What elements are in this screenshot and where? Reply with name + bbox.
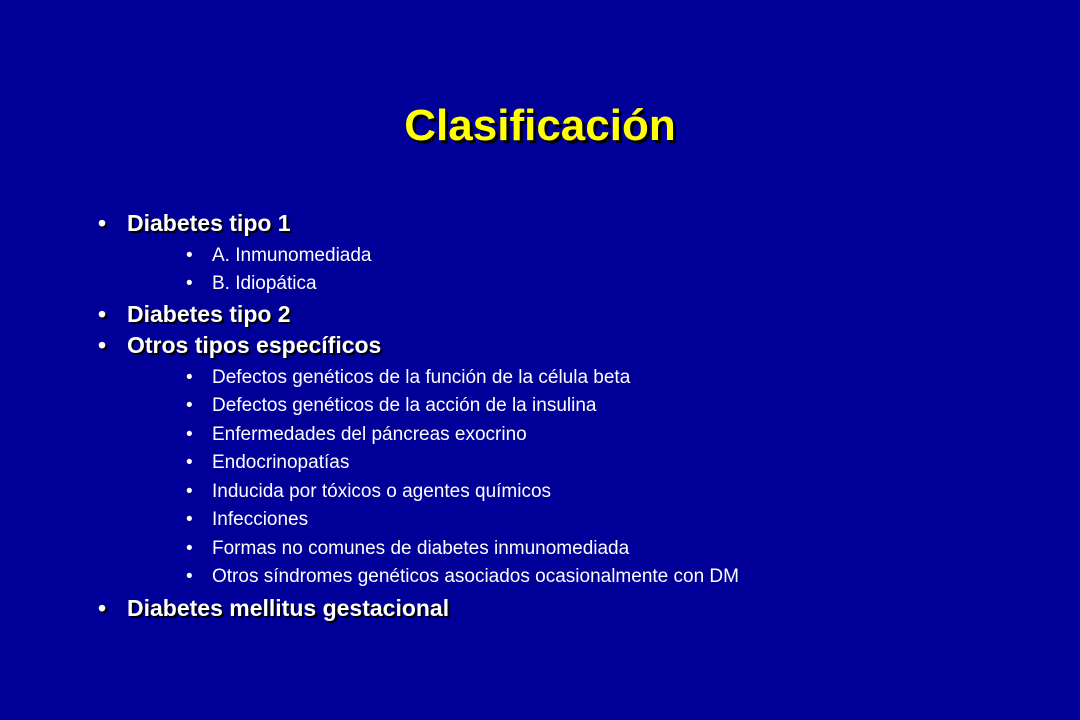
list-item-text: Diabetes mellitus gestacional (127, 595, 450, 621)
list-item-text: Otros tipos específicos (127, 332, 382, 358)
bullet-icon: • (98, 332, 107, 358)
slide-title: Clasificación (404, 101, 676, 150)
list-item-diabetes-tipo-1 (98, 209, 291, 237)
list-item-text: Otros síndromes genéticos asociados ocasionalmente con DM (212, 566, 739, 587)
list-item-text: A. Inmunomediada (212, 245, 372, 266)
list-item-otros-sindromes (186, 565, 739, 589)
bullet-icon: • (186, 395, 193, 416)
list-item-text: Defectos genéticos de la función de la célula beta (212, 367, 631, 388)
list-item-defectos-insulina (186, 394, 596, 418)
list-item-gestacional (98, 594, 449, 622)
bullet-icon: • (186, 273, 193, 294)
list-item-pancreas (186, 423, 527, 447)
list-item-otros-tipos (98, 331, 381, 359)
list-item-text: Infecciones (212, 509, 309, 530)
bullet-icon: • (98, 210, 107, 236)
list-item-text: B. Idiopática (212, 273, 317, 294)
list-item-text: Enfermedades del páncreas exocrino (212, 424, 527, 445)
bullet-icon: • (186, 481, 193, 502)
bullet-icon: • (186, 424, 193, 445)
list-item-defectos-celula-beta (186, 366, 630, 390)
list-item-idiopatica (186, 272, 317, 296)
bullet-icon: • (98, 301, 107, 327)
bullet-icon: • (98, 595, 107, 621)
list-item-toxicos (186, 480, 551, 504)
list-item-text: Diabetes tipo 1 (127, 210, 291, 236)
list-item-diabetes-tipo-2 (98, 300, 291, 328)
list-item-text: Diabetes tipo 2 (127, 301, 291, 327)
bullet-icon: • (186, 566, 193, 587)
list-item-text: Defectos genéticos de la acción de la insulina (212, 395, 597, 416)
list-item-endocrinopatias (186, 451, 349, 475)
bullet-icon: • (186, 452, 193, 473)
list-item-infecciones (186, 508, 308, 532)
list-item-text: Formas no comunes de diabetes inmunomediada (212, 538, 630, 559)
bullet-icon: • (186, 367, 193, 388)
list-item-text: Inducida por tóxicos o agentes químicos (212, 481, 552, 502)
list-item-inmunomediada (186, 244, 372, 268)
bullet-icon: • (186, 509, 193, 530)
bullet-icon: • (186, 538, 193, 559)
bullet-icon: • (186, 245, 193, 266)
list-item-text: Endocrinopatías (212, 452, 350, 473)
list-item-formas-no-comunes (186, 537, 629, 561)
